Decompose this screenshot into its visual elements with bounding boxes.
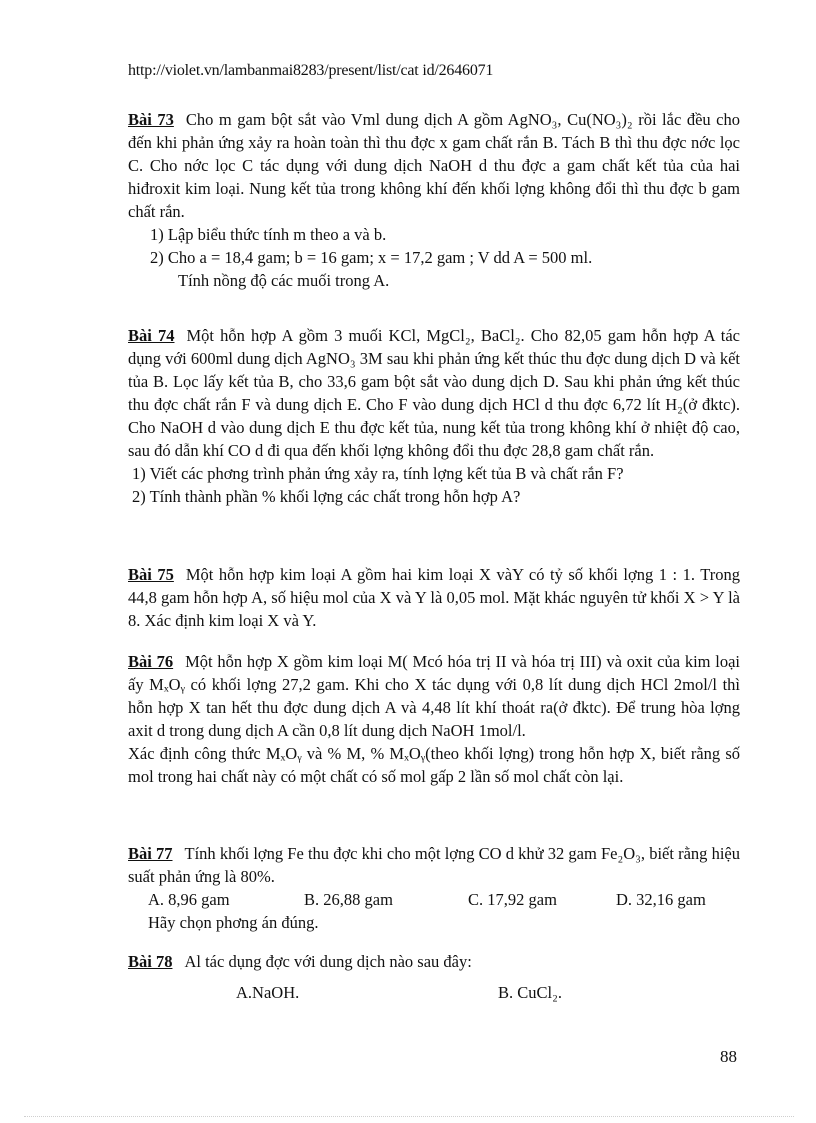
problem-74-title: Bài 74 xyxy=(128,326,175,345)
problem-74 xyxy=(128,324,740,508)
problem-74-q2: 2) Tính thành phần % khối lợng các chất trong hỗn hợp A? xyxy=(132,487,521,506)
problem-75-text: Một hỗn hợp kim loại A gồm hai kim loại X vàY có tỷ số khối lợng 1 : 1. Trong 44,8 gam hỗn hợp A, số hiệu mol của X và Y là 0,05 mol. Mặt khác nguyên tử khối X > Y là 8. Xác định kim loại X và Y. xyxy=(128,565,740,630)
problem-73 xyxy=(128,108,740,292)
problem-74-text: Một hỗn hợp A gồm 3 muối KCl, MgCl₂, BaCl₂. Cho 82,05 gam hỗn hợp A tác dụng với 600ml dung dịch AgNO₃ 3M sau khi phản ứng kết thúc thu đợc dung dịch D và kết tủa B. Lọc lấy kết tủa B, cho 33,6 gam bột sắt vào dung dịch D. Sau khi phản ứng kết thúc thu đợc chất rắn F và dung dịch E. Cho F vào dung dịch HCl d thu đợc 6,72 lít H₂(ở đktc). Cho NaOH d vào dung dịch E thu đợc kết tủa, nung kết tủa trong không khí ở nhiệt độ cao, sau đó dẫn khí CO d đi qua đến khối lợng không đổi thu đợc 28,8 gam chất rắn. xyxy=(128,326,740,460)
problem-78-text: Al tác dụng đợc với dung dịch nào sau đây: xyxy=(184,952,472,971)
problem-73-text: Cho m gam bột sắt vào Vml dung dịch A gồm AgNO₃, Cu(NO₃)₂ rồi lắc đều cho đến khi phản ứng xảy ra hoàn toàn thì thu đợc x gam chất rắn B. Tách B thì thu đợc nớc lọc C. Cho nớc lọc C tác dụng với dung dịch NaOH d thu đợc a gam chất kết tủa của hai hiđroxit kim loại. Nung kết tủa trong không khí đến khối lợng không đổi thì thu đợc b gam chất rắn. xyxy=(128,110,740,221)
option-b: B. CuCl₂. xyxy=(498,983,562,1002)
option-a: A.NaOH. xyxy=(236,983,300,1002)
problem-76-text2: Xác định công thức MₓOᵧ và % M, % MₓOᵧ(theo khối lợng) trong hỗn hợp X, biết rằng số mol trong hai chất này có một chất có số mol gấp 2 lần số mol chất còn lại. xyxy=(128,744,740,786)
source-url: http://violet.vn/lambanmai8283/present/list/cat id/2646071 xyxy=(128,62,494,79)
problem-75-title: Bài 75 xyxy=(128,565,174,584)
footer-divider xyxy=(24,1116,794,1117)
problem-76-text: Một hỗn hợp X gồm kim loại M( Mcó hóa trị II và hóa trị III) và oxit của kim loại ấy MₓOᵧ có khối lợng 27,2 gam. Khi cho X tác dụng với 0,8 lít dung dịch HCl 2mol/l thì hỗn hợp X tan hết thu đợc dung dịch A và 4,48 lít khí thoát ra(ở đktc). Để trung hòa lợng axit d trong dung dịch A cần 0,8 lít dung dịch NaOH 1mol/l. xyxy=(128,652,740,740)
problem-77 xyxy=(128,842,740,934)
problem-77-title: Bài 77 xyxy=(128,844,173,863)
problem-75 xyxy=(128,563,740,632)
problem-76-title: Bài 76 xyxy=(128,652,174,671)
problem-73-q2b: Tính nồng độ các muối trong A. xyxy=(178,271,390,290)
problem-73-q1: 1) Lập biểu thức tính m theo a và b. xyxy=(150,225,387,244)
problem-73-title: Bài 73 xyxy=(128,110,174,129)
problem-74-q1: 1) Viết các phơng trình phản ứng xảy ra, tính lợng kết tủa B và chất rắn F? xyxy=(132,464,624,483)
option-b: B. 26,88 gam xyxy=(304,890,393,909)
problem-76 xyxy=(128,650,740,788)
page-number: 88 xyxy=(720,1047,737,1066)
problem-77-options xyxy=(128,888,740,911)
problem-78-options xyxy=(128,981,740,1004)
problem-73-q2: 2) Cho a = 18,4 gam; b = 16 gam; x = 17,2 gam ; V dd A = 500 ml. xyxy=(150,248,593,267)
problem-77-choose: Hãy chọn phơng án đúng. xyxy=(148,913,319,932)
problem-78 xyxy=(128,950,740,1004)
option-d: D. 32,16 gam xyxy=(616,890,706,909)
problem-77-text: Tính khối lợng Fe thu đợc khi cho một lợng CO d khử 32 gam Fe₂O₃, biết rằng hiệu suất phản ứng là 80%. xyxy=(128,844,740,886)
problem-78-title: Bài 78 xyxy=(128,952,173,971)
option-c: C. 17,92 gam xyxy=(468,890,557,909)
option-a: A. 8,96 gam xyxy=(148,890,230,909)
